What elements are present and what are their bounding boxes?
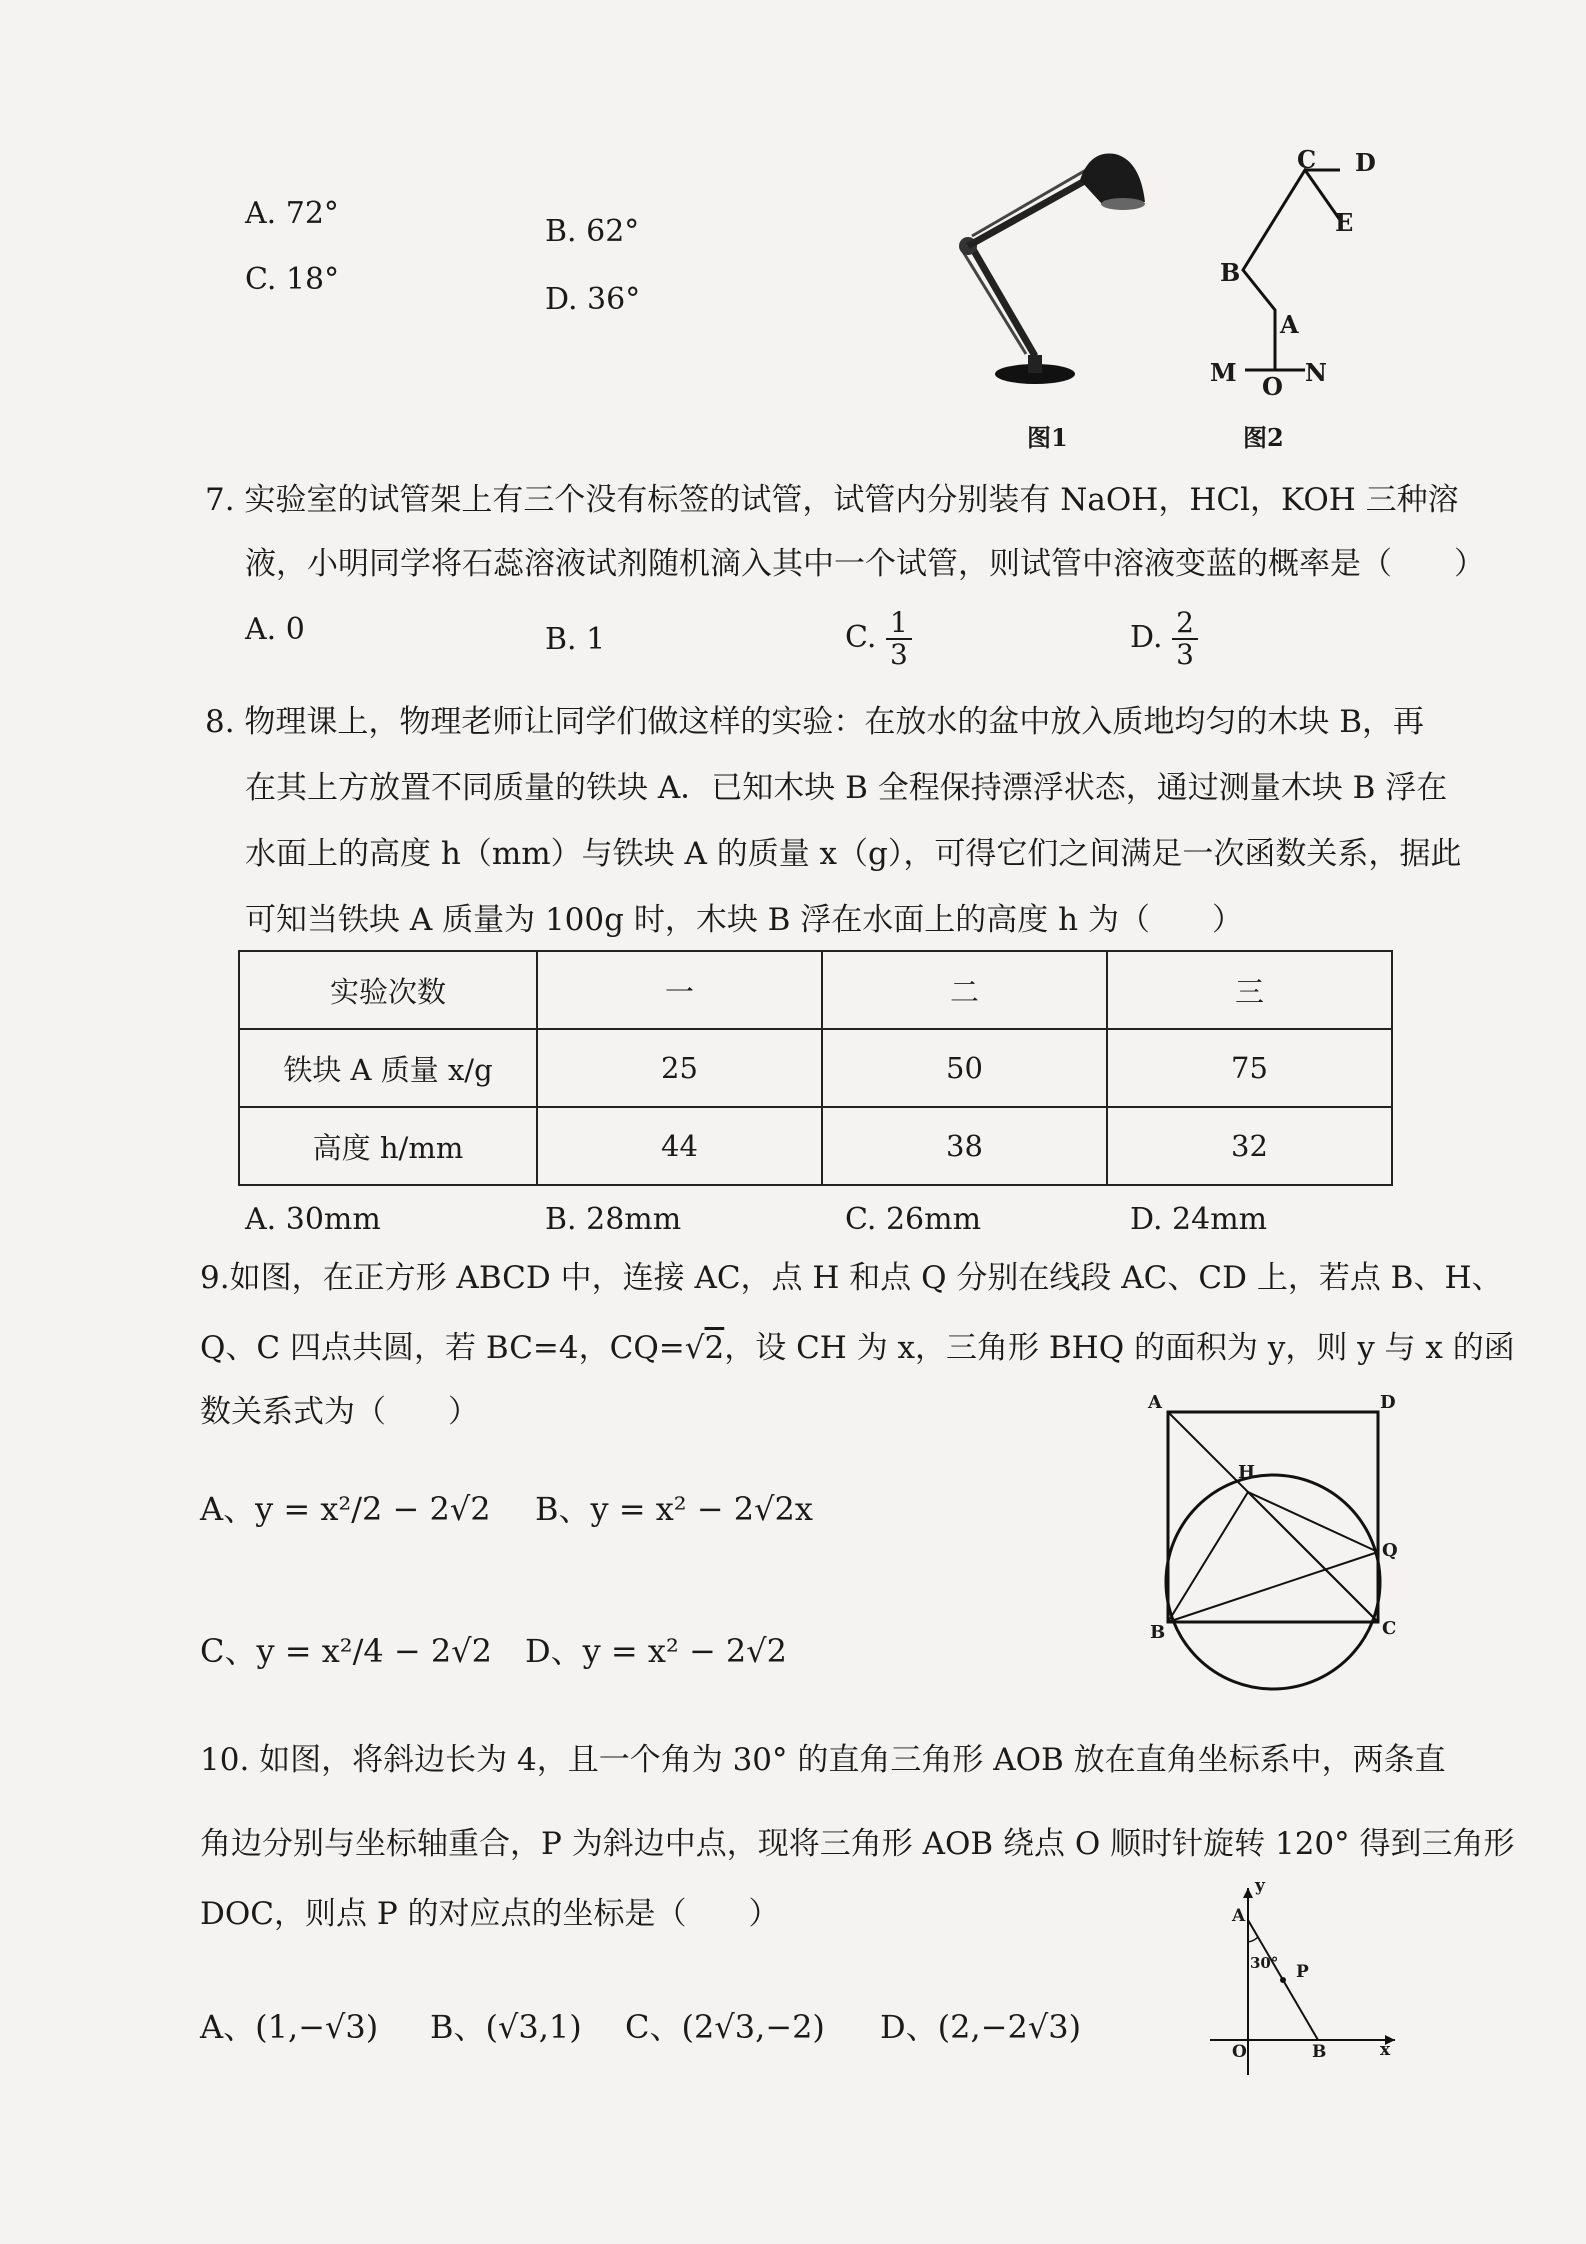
q9-option-d: D、y = x² − 2√2 bbox=[525, 1632, 788, 1670]
q9-point-q: Q bbox=[1382, 1540, 1398, 1561]
q10-point-o: O bbox=[1232, 2042, 1247, 2062]
q10-axis-y: y bbox=[1255, 1876, 1265, 1896]
q8-line-4: 可知当铁块 A 质量为 100g 时，木块 B 浮在水面上的高度 h 为（ ） bbox=[245, 902, 1243, 938]
table-header-row bbox=[239, 951, 1392, 1029]
table-cell: 高度 h/mm bbox=[239, 1107, 537, 1185]
q10-line-3: DOC，则点 P 的对应点的坐标是（ ） bbox=[200, 1896, 780, 1932]
fig2-label: 图2 bbox=[1243, 423, 1284, 452]
q10-axis-x: x bbox=[1380, 2040, 1391, 2060]
q7-line-2: 液，小明同学将石蕊溶液试剂随机滴入其中一个试管，则试管中溶液变蓝的概率是（ ） bbox=[245, 546, 1485, 582]
q9-option-b: B、y = x² − 2√2x bbox=[535, 1490, 813, 1528]
table-row bbox=[239, 1029, 1392, 1107]
q7-option-c-prefix: C. bbox=[845, 620, 877, 655]
q10-option-b: B、(√3,1) bbox=[430, 2008, 582, 2046]
q7-c-denominator: 3 bbox=[889, 638, 908, 671]
table-header-cell: 一 bbox=[537, 951, 822, 1029]
q6-option-c: C. 18° bbox=[245, 262, 340, 297]
q10-option-c: C、(2√3,−2) bbox=[625, 2008, 825, 2046]
q7-d-numerator: 2 bbox=[1172, 608, 1198, 640]
q9-point-c: C bbox=[1382, 1618, 1397, 1639]
fig1-label: 图1 bbox=[1027, 423, 1068, 452]
q7-line-1: 7. 实验室的试管架上有三个没有标签的试管，试管内分别装有 NaOH，HCl，KOH 三种溶 bbox=[205, 482, 1459, 518]
q7-option-d-prefix: D. bbox=[1130, 620, 1163, 655]
q9-option-c: C、y = x²/4 − 2√2 bbox=[200, 1632, 493, 1670]
square-circle-figure bbox=[1148, 1392, 1398, 1702]
table-header-cell: 二 bbox=[822, 951, 1107, 1029]
q9-line-2 bbox=[200, 1326, 1515, 1370]
lamp-figure bbox=[940, 140, 1160, 390]
q6-option-d: D. 36° bbox=[545, 282, 641, 317]
fig2-point-b: B bbox=[1220, 258, 1241, 287]
q8-line-2: 在其上方放置不同质量的铁块 A．已知木块 B 全程保持漂浮状态，通过测量木块 B 浮在 bbox=[245, 770, 1448, 806]
q10-option-a: A、(1,−√3) bbox=[200, 2008, 379, 2046]
q6-option-b: B. 62° bbox=[545, 214, 640, 249]
q7-option-c bbox=[845, 608, 912, 670]
table-cell: 铁块 A 质量 x/g bbox=[239, 1029, 537, 1107]
q10-point-p: P bbox=[1296, 1962, 1309, 1982]
table-cell: 75 bbox=[1107, 1029, 1392, 1107]
q9-option-a: A、y = x²/2 − 2√2 bbox=[200, 1490, 491, 1528]
q7-option-b: B. 1 bbox=[545, 622, 606, 657]
table-cell: 38 bbox=[822, 1107, 1107, 1185]
q9-line-2-start: Q、C 四点共圆，若 BC=4，CQ= bbox=[200, 1330, 685, 1366]
q9-line-3: 数关系式为（ ） bbox=[200, 1394, 479, 1430]
fig2-point-m: M bbox=[1210, 358, 1237, 387]
table-cell: 44 bbox=[537, 1107, 822, 1185]
fig2-point-d: D bbox=[1355, 148, 1376, 177]
fig2-point-a: A bbox=[1280, 310, 1299, 339]
q8-option-b: B. 28mm bbox=[545, 1202, 682, 1237]
q9-line-2-end: ，设 CH 为 x，三角形 BHQ 的面积为 y，则 y 与 x 的函 bbox=[724, 1330, 1515, 1366]
table-cell: 32 bbox=[1107, 1107, 1392, 1185]
q7-c-numerator: 1 bbox=[886, 608, 912, 640]
q7-d-denominator: 3 bbox=[1176, 638, 1194, 671]
table-header-cell: 三 bbox=[1107, 951, 1392, 1029]
fig2-point-e: E bbox=[1335, 208, 1354, 237]
fig2-point-n: N bbox=[1305, 358, 1327, 387]
q8-option-d: D. 24mm bbox=[1130, 1202, 1268, 1237]
experiment-table bbox=[238, 950, 1393, 1186]
q7-option-d-fraction bbox=[1172, 608, 1198, 670]
q8-line-3: 水面上的高度 h（mm）与铁块 A 的质量 x（g），可得它们之间满足一次函数关系，据此 bbox=[245, 836, 1462, 872]
q10-option-d: D、(2,−2√3) bbox=[880, 2008, 1082, 2046]
q9-sqrt-radicand: 2 bbox=[704, 1330, 725, 1366]
table-cell: 25 bbox=[537, 1029, 822, 1107]
table-cell: 50 bbox=[822, 1029, 1107, 1107]
q8-line-1: 8. 物理课上，物理老师让同学们做这样的实验：在放水的盆中放入质地均匀的木块 B，再 bbox=[205, 704, 1425, 740]
q10-line-1: 10. 如图，将斜边长为 4，且一个角为 30° 的直角三角形 AOB 放在直角坐标系中，两条直 bbox=[200, 1742, 1446, 1778]
q10-angle-30: 30° bbox=[1250, 1954, 1279, 1972]
q6-option-a: A. 72° bbox=[245, 196, 339, 231]
fig2-point-c: C bbox=[1297, 145, 1317, 174]
q7-option-a: A. 0 bbox=[245, 612, 305, 647]
q9-point-b: B bbox=[1150, 1622, 1166, 1643]
q9-point-d: D bbox=[1380, 1392, 1396, 1413]
q8-option-a: A. 30mm bbox=[245, 1202, 381, 1237]
q10-point-a: A bbox=[1232, 1906, 1246, 1926]
q9-point-h: H bbox=[1238, 1462, 1256, 1483]
q9-point-a: A bbox=[1148, 1392, 1162, 1413]
q9-line-1: 9.如图，在正方形 ABCD 中，连接 AC，点 H 和点 Q 分别在线段 AC、CD 上，若点 B、H、 bbox=[200, 1260, 1503, 1296]
q8-option-c: C. 26mm bbox=[845, 1202, 982, 1237]
fig2-point-o: O bbox=[1262, 372, 1283, 401]
q9-sqrt: √2 bbox=[684, 1330, 725, 1366]
q7-option-d bbox=[1130, 608, 1198, 670]
table-row bbox=[239, 1107, 1392, 1185]
q10-point-b: B bbox=[1312, 2042, 1327, 2062]
table-header-cell: 实验次数 bbox=[239, 951, 537, 1029]
q10-line-2: 角边分别与坐标轴重合，P 为斜边中点，现将三角形 AOB 绕点 O 顺时针旋转 120° 得到三角形 bbox=[200, 1826, 1515, 1862]
q7-option-c-fraction bbox=[886, 608, 912, 670]
